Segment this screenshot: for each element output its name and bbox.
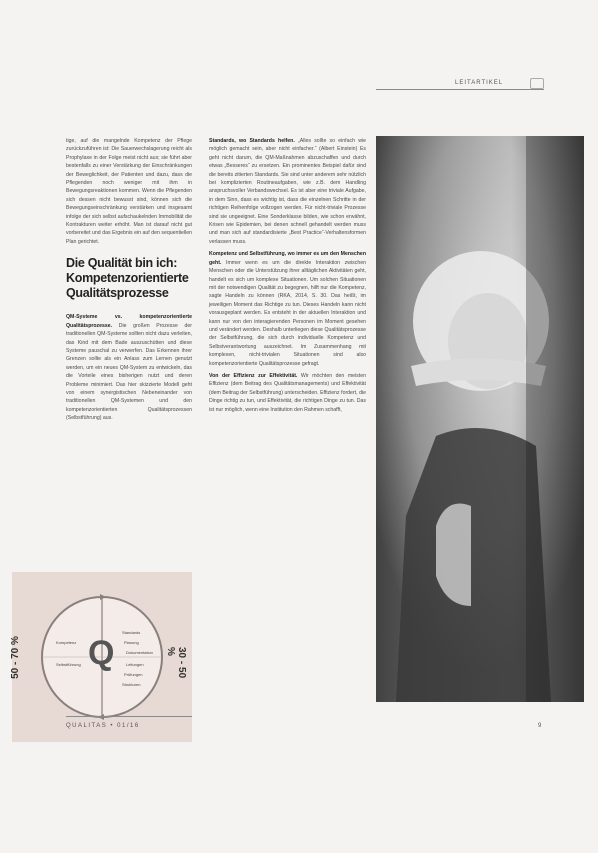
paragraph-text: Immer wenn es um die direkte Interaktion zwischen Menschen oder die Unterstützung ihrer alltäglichen Aktivitäten geht, handelt es sich um komplexe Situationen. Um solchen Situationen mit der notwendigen Qualität zu begegnen, hilft nur die Kompetenz, sagte Handeln zu können (RKA, 2014, S. 30. Das heißt, im jeweiligen Moment das Richtige zu tun. Dieses Handeln kann nicht vorausgeplant werden. Es entsteht in der aktuellen Interaktion und kann nur von den interagierenden Personen im Moment gesehen und verändert werden. Deshalb unterliegen diese Qualitätsprozesse der Selbstführung, die sich durch individuelle Kompetenz und Selbstverantwortung auszeichnet. Im Zusammenhang mit komplexen, nicht-trivialen Situationen sind also kompetenzorientierte Qualitätsprozesse gefragt. — [209, 259, 366, 367]
paragraph-text: „Alles sollte so einfach wie möglich gemacht sein, aber nicht einfacher.“ (Albert Einstein) Es geht nicht darum, die QM-Maßnahmen abzuschaffen und durch etwas „Besseres“ zu ersetzen. Ein prominentes Beispiel dafür sind die bereits zitierten Standards. Sie sind unter anderem sehr nützlich bei komplizierten Routineaufgaben, wie z.B. dem Handling anspruchsvoller Verbandswechsel. Es ist aber eine triviale Aufgabe, in dem Sinn, dass es wichtig ist, dass die einzelnen Schritte in der richtigen Reihenfolge vollzogen werden. Für nicht-triviale Prozesse sind sie ungeeignet. Eine Sonderklasse bilden, wie schon erwähnt, Krisen wie Epidemien, bei denen schnell gehandelt werden muss und man sich auf standardisierte „Best Practice“-Verhaltensformen verlassen muss. — [209, 138, 366, 245]
diagram-label-right: Planung — [124, 640, 139, 645]
section-tag: LEITARTIKEL — [455, 80, 504, 86]
paragraph — [209, 137, 366, 246]
column-left — [66, 137, 192, 427]
article-photo — [376, 136, 584, 702]
section-tag-box — [530, 78, 544, 89]
page-number: 9 — [538, 723, 542, 729]
diagram-label-left: Kompetenz — [56, 640, 77, 645]
paragraph-text: Die großen Prozesse der traditionellen QM-Systeme sollten nicht dazu verleiten, das Kind mit dem Bade auszuschütten und diese Systeme pauschal zu verwerfen. Das Erkennen ihrer Grenzen sollte als ein Anlass zum Lernen genutzt werden, um ein neues QM-System zu entwickeln, das die Vorteile eines bisherigen nutzt und deren Probleme minimiert. Das hier skizzierte Modell geht von einem synergistischen Nebeneinander von traditionellen QM-Systemen und den kompetenzorientierten Qualitätsprozessen (Selbstführung) aus. — [66, 322, 192, 422]
diagram-label-right: Strukturen — [122, 682, 141, 687]
diagram-label-right: Standards — [122, 630, 141, 635]
diagram-label-left: Selbstführung — [56, 662, 81, 667]
paragraph: tige, auf die mangelnde Kompetenz der Pflege zurückzuführen ist: Die Sauerwechslagerung reicht als Prophylaxe in der Folge meist nicht aus; sie führt aber bestenfalls zu einer Verstärkung der Einschränkungen der Beweglichkeit, der Patienten und dazu, dass die Pflegenden noch weniger mit ihm in Bewegungsreaktionen kommen. Wenn die Pflegenden sich dessen nicht bewusst sind, können sich die Bewegungseinschränkung verstärken und insgesamt infolge der sich selbst aufschaukelnden Immobilität die Kontrakturen weiter erhöht. Man ist darauf nicht gut vorbereitet und das Ergebnis ein auf den sequentiellen Plan gerichtet. — [66, 138, 192, 245]
diagram-label-right: Leitungen — [126, 662, 144, 667]
header-rule — [376, 89, 544, 90]
subheading: Standards, wo Standards helfen. — [209, 138, 295, 144]
section-heading: Die Qualität bin ich: Kompetenzorientierte Qualitätsprozesse — [66, 256, 189, 301]
subheading: Kompetenz und Selbstführung, wo immer es um den Menschen geht. — [209, 251, 366, 266]
diagram-center-letter: Q — [88, 634, 115, 672]
photo-illustration — [376, 136, 584, 702]
subheading: Von der Effizienz zur Effektivität. — [209, 372, 298, 379]
paragraph — [66, 313, 192, 422]
footer-rule — [66, 716, 192, 717]
paragraph-text: Wir möchten den meisten Effizienz (dem Beitrag des Qualitätsmanagements) und Effektivität (dem Beitrag der Selbstführung) unterscheiden. Effizienz fordert, die Dinge richtig zu tun, und Effektivität, die richtigen Dinge zu tun. Das ist nur möglich, wenn eine Institution den Rahmen schafft, — [209, 372, 366, 413]
paragraph — [209, 372, 366, 414]
paragraph — [209, 250, 366, 368]
column-middle — [209, 137, 366, 418]
subheading: QM-Systeme vs. kompetenzorientierte Qualitätsprozesse. — [66, 314, 192, 329]
diagram-label-right: Prüfungen — [124, 672, 143, 677]
journal-issue: QUALITAS • 01/16 — [66, 723, 140, 729]
diagram-label-right: Dokumentation — [126, 650, 153, 655]
right-percentage: 30 - 50 % — [165, 647, 187, 679]
left-percentage: 50 - 70 % — [9, 636, 21, 679]
